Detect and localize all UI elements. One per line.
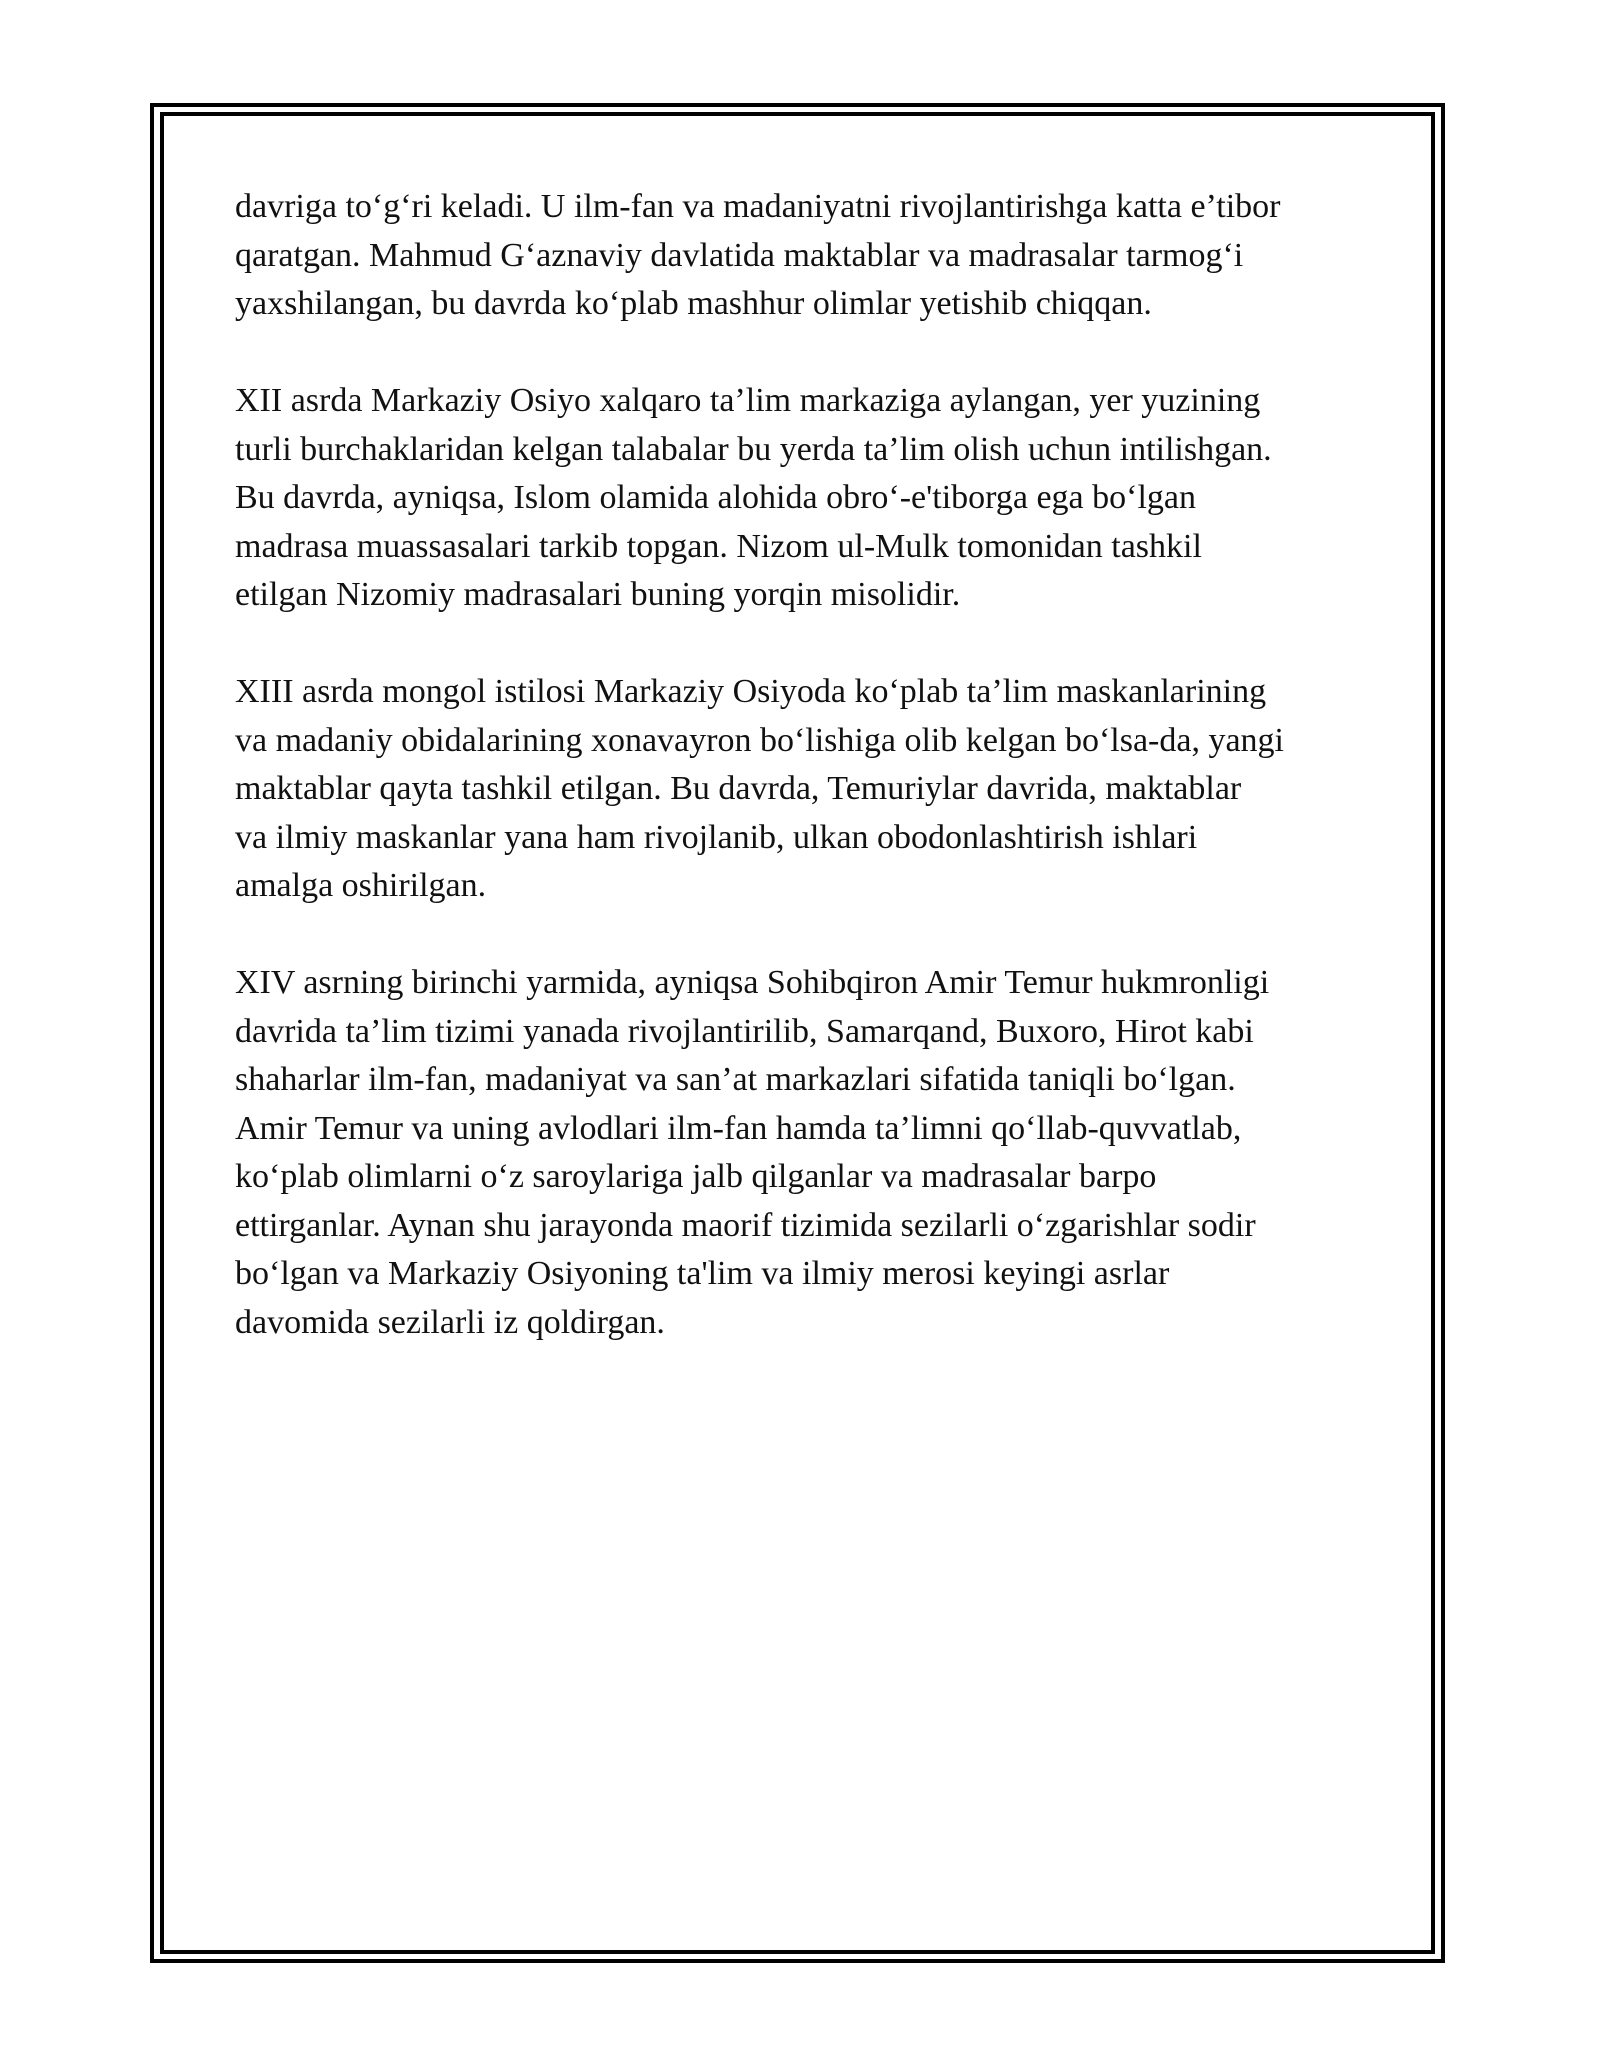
text-line: Amir Temur va uning avlodlari ilm-fan hamda ta’limni qo‘llab-quvvatlab, (235, 1109, 1242, 1147)
text-line: etilgan Nizomiy madrasalari buning yorqin misolidir. (235, 576, 961, 613)
text-line: Bu davrda, ayniqsa, Islom olamida alohida obro‘-e'tiborga ega bo‘lgan (235, 479, 1196, 516)
text-line: davomida sezilarli iz qoldirgan. (235, 1303, 665, 1341)
text-line: XIII asrda mongol istilosi Markaziy Osiyoda ko‘plab ta’lim maskanlarining (235, 673, 1267, 710)
paragraph-3 (235, 668, 1370, 911)
text-line: qaratgan. Mahmud G‘aznaviy davlatida maktablar va madrasalar tarmog‘i (235, 236, 1244, 274)
text-line: amalga oshirilgan. (235, 867, 487, 904)
text-line: va madaniy obidalarining xonavayron bo‘lishiga olib kelgan bo‘lsa-da, yangi (235, 721, 1285, 759)
text-line: yaxshilangan, bu davrda ko‘plab mashhur olimlar yetishib chiqqan. (235, 285, 1152, 322)
text-line: ettirganlar. Aynan shu jarayonda maorif tizimida sezilarli o‘zgarishlar sodir (235, 1206, 1256, 1244)
document-body (235, 183, 1370, 1396)
text-line: shaharlar ilm-fan, madaniyat va san’at markazlari sifatida taniqli bo‘lgan. (235, 1061, 1236, 1098)
text-line: madrasa muassasalari tarkib topgan. Nizom ul-Mulk tomonidan tashkil (235, 527, 1202, 565)
paragraph-2 (235, 377, 1370, 620)
text-line: va ilmiy maskanlar yana ham rivojlanib, ulkan obodonlashtirish ishlari (235, 818, 1198, 856)
text-line: davriga to‘g‘ri keladi. U ilm-fan va madaniyatni rivojlantirishga katta e’tibor (235, 188, 1281, 225)
text-line: XII asrda Markaziy Osiyo xalqaro ta’lim markaziga aylangan, yer yuzining (235, 382, 1261, 419)
paragraph-4 (235, 959, 1370, 1347)
text-line: turli burchaklaridan kelgan talabalar bu yerda ta’lim olish uchun intilishgan. (235, 430, 1272, 468)
text-line: XIV asrning birinchi yarmida, ayniqsa Sohibqiron Amir Temur hukmronligi (235, 964, 1270, 1001)
text-line: davrida ta’lim tizimi yanada rivojlantirilib, Samarqand, Buxoro, Hirot kabi (235, 1012, 1254, 1050)
text-line: maktablar qayta tashkil etilgan. Bu davrda, Temuriylar davrida, maktablar (235, 770, 1242, 807)
paragraph-1 (235, 183, 1370, 329)
text-line: ko‘plab olimlarni o‘z saroylariga jalb qilganlar va madrasalar barpo (235, 1158, 1157, 1195)
text-line: bo‘lgan va Markaziy Osiyoning ta'lim va ilmiy merosi keyingi asrlar (235, 1255, 1170, 1292)
